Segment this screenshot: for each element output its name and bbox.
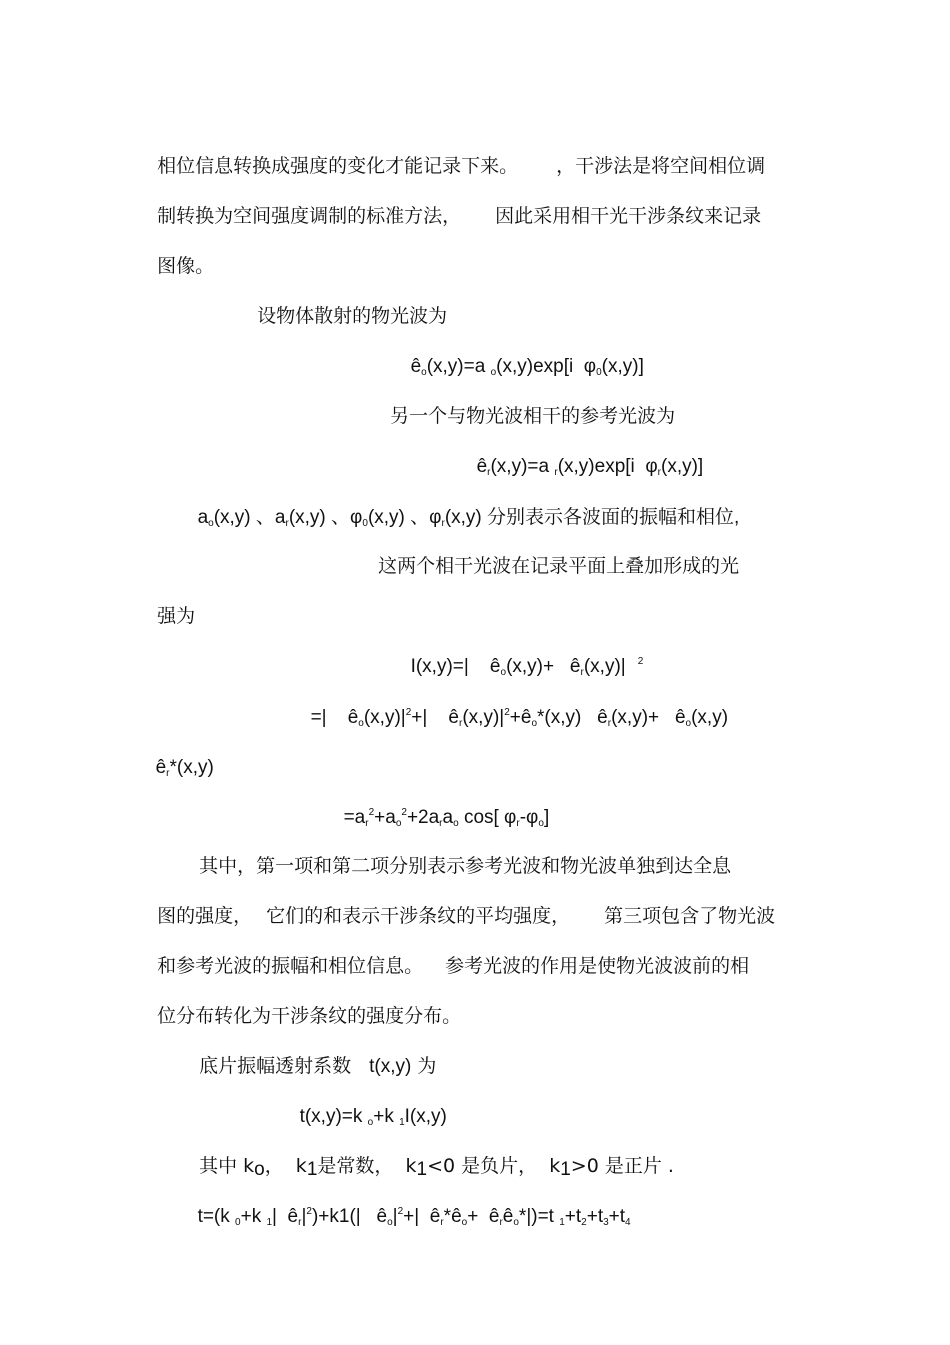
reference-wave-intro: 另一个与物光波相干的参考光波为 bbox=[390, 405, 676, 427]
text-segment: ，干涉法是将空间相位调 bbox=[556, 155, 766, 177]
paragraph-1-line-1 bbox=[145, 130, 765, 178]
object-wave-intro: 设物体散射的物光波为 bbox=[257, 305, 448, 327]
equation-intensity-1: I(x,y)=| $ê_o(x,y)+$ $ê_r(x,y)|$ $^2$ bbox=[410, 656, 644, 678]
equation-intensity-2-continued: $ê_r*(x,y)$ bbox=[155, 757, 214, 779]
equation-final: t=(k $_0$+k $_1$| $ê_r|^2)+k1(|$ $ê_o|^2+|$ $ê_r*ê_o+$ $ê_rê_o*|)=t$ $_1+t_2+t_3+t_4$ bbox=[197, 1206, 631, 1228]
constants-line: 其中 $k_o$， $k_1$是常数， $k_1<0$ 是负片， $k_1>0$ 是正片 . bbox=[199, 1155, 674, 1180]
amplitude-phase-line: $a_o(x,y)$ 、$a_r(x,y)$ 、$\varphi_0(x,y)$ 、$\varphi_r(x,y)$ 分别表示各波面的振幅和相位, bbox=[197, 507, 740, 529]
paragraph-2-line-3: 和参考光波的振幅和相位信息。 参考光波的作用是使物光波波前的相 bbox=[157, 955, 750, 977]
equation-intensity-3: $=a_r^2+a_o^2+2a_ra_o$ cos[ $\varphi_r-\varphi_o$] bbox=[343, 807, 550, 829]
text-segment: 制转换为空间强度调制的标准方法， bbox=[157, 205, 462, 227]
text-segment: 图像。 bbox=[157, 255, 215, 277]
transmission-intro: 底片振幅透射系数 t(x,y) 为 bbox=[199, 1055, 437, 1077]
equation-reference-wave: $ê_r(x,y)=a$ $_r$(x,y)exp[i $\varphi_r(x,y)$] bbox=[476, 456, 704, 478]
paragraph-1-line-2 bbox=[145, 180, 761, 228]
equation-transmission: t(x,y)=k $_o$+k $_1$I(x,y) bbox=[299, 1106, 447, 1128]
paragraph-2-line-2: 图的强度， 它们的和表示干涉条纹的平均强度， 第三项包含了物光波 bbox=[157, 905, 776, 927]
paragraph-2-line-1: 其中，第一项和第二项分别表示参考光波和物光波单独到达全息 bbox=[199, 855, 732, 877]
paragraph-1-line-3 bbox=[145, 230, 214, 278]
text-segment: 相位信息转换成强度的变化才能记录下来。 bbox=[157, 155, 519, 177]
superposition-line-2: 强为 bbox=[157, 605, 196, 627]
paragraph-2-line-4: 位分布转化为干涉条纹的强度分布。 bbox=[157, 1005, 462, 1027]
text-segment: 因此采用相干光干涉条纹来记录 bbox=[495, 205, 762, 227]
superposition-line-1: 这两个相干光波在记录平面上叠加形成的光 bbox=[378, 555, 740, 577]
equation-object-wave: $ê_o(x,y)=a$ $_o$(x,y)exp[i $\varphi_0(x,y)$] bbox=[410, 356, 644, 378]
equation-intensity-2: =| $ê_o(x,y)|^2+|$ $ê_r(x,y)|^2+ê_o*(x,y)$ $ê_r(x,y)+$ $ê_o(x,y)$ bbox=[310, 707, 729, 729]
